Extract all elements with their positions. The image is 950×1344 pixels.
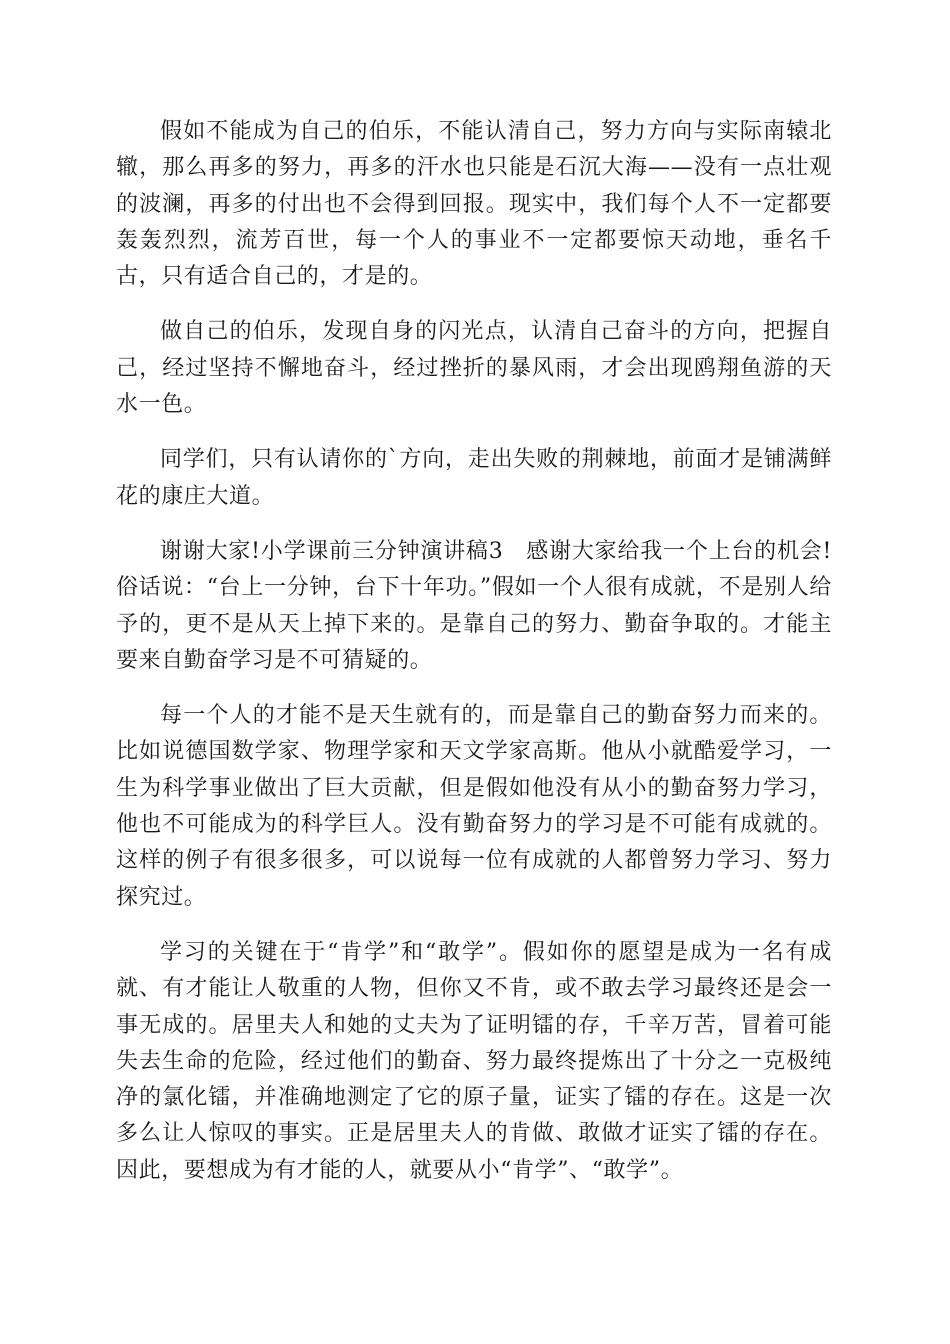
paragraph-6: 学习的关键在于“肯学”和“敢学”。假如你的愿望是成为一名有成就、有才能让人敬重的人物，但你又不肯，或不敢去学习最终还是会一事无成的。居里夫人和她的丈夫为了证明镭的存，千辛万苦，冒着可能失去生命的危险，经过他们的勤奋、努力最终提炼出了十分之一克极纯净的氯化镭，并准确地测定了它的原子量，证实了镭的存在。这是一次多么让人惊叹的事实。正是居里夫人的肯做、敢做才证实了镭的存在。因此，要想成为有才能的人，就要从小“肯学”、“敢学”。 [116, 939, 832, 1183]
paragraph-4: 谢谢大家!小学课前三分钟演讲稿3 感谢大家给我一个上台的机会!俗话说：“台上一分钟，台下十年功。”假如一个人很有成就，不是别人给予的，更不是从天上掉下来的。是靠自己的努力、勤奋争取的。才能主要来自勤奋学习是不可猜疑的。 [116, 538, 832, 673]
paragraph-5: 每一个人的才能不是天生就有的，而是靠自己的勤奋努力而来的。比如说德国数学家、物理学家和天文学家高斯。他从小就酷爱学习，一生为科学事业做出了巨大贡献，但是假如他没有从小的勤奋努力学习，他也不可能成为的科学巨人。没有勤奋努力的学习是不可能有成就的。这样的例子有很多很多，可以说每一位有成就的人都曾努力学习、努力探究过。 [116, 703, 832, 910]
paragraph-2: 做自己的伯乐，发现自身的闪光点，认清自己奋斗的方向，把握自己，经过坚持不懈地奋斗，经过挫折的暴风雨，才会出现鸥翔鱼游的天水一色。 [116, 319, 832, 418]
paragraph-1: 假如不能成为自己的伯乐，不能认清自己，努力方向与实际南辕北辙，那么再多的努力，再多的汗水也只能是石沉大海——没有一点壮观的波澜，再多的付出也不会得到回报。现实中，我们每个人不一定都要轰轰烈烈，流芳百世，每一个人的事业不一定都要惊天动地，垂名千古，只有适合自己的，才是的。 [116, 119, 832, 290]
document-body [116, 114, 832, 1208]
paragraph-3: 同学们，只有认请你的`方向，走出失败的荆棘地，前面才是铺满鲜花的康庄大道。 [116, 447, 832, 509]
